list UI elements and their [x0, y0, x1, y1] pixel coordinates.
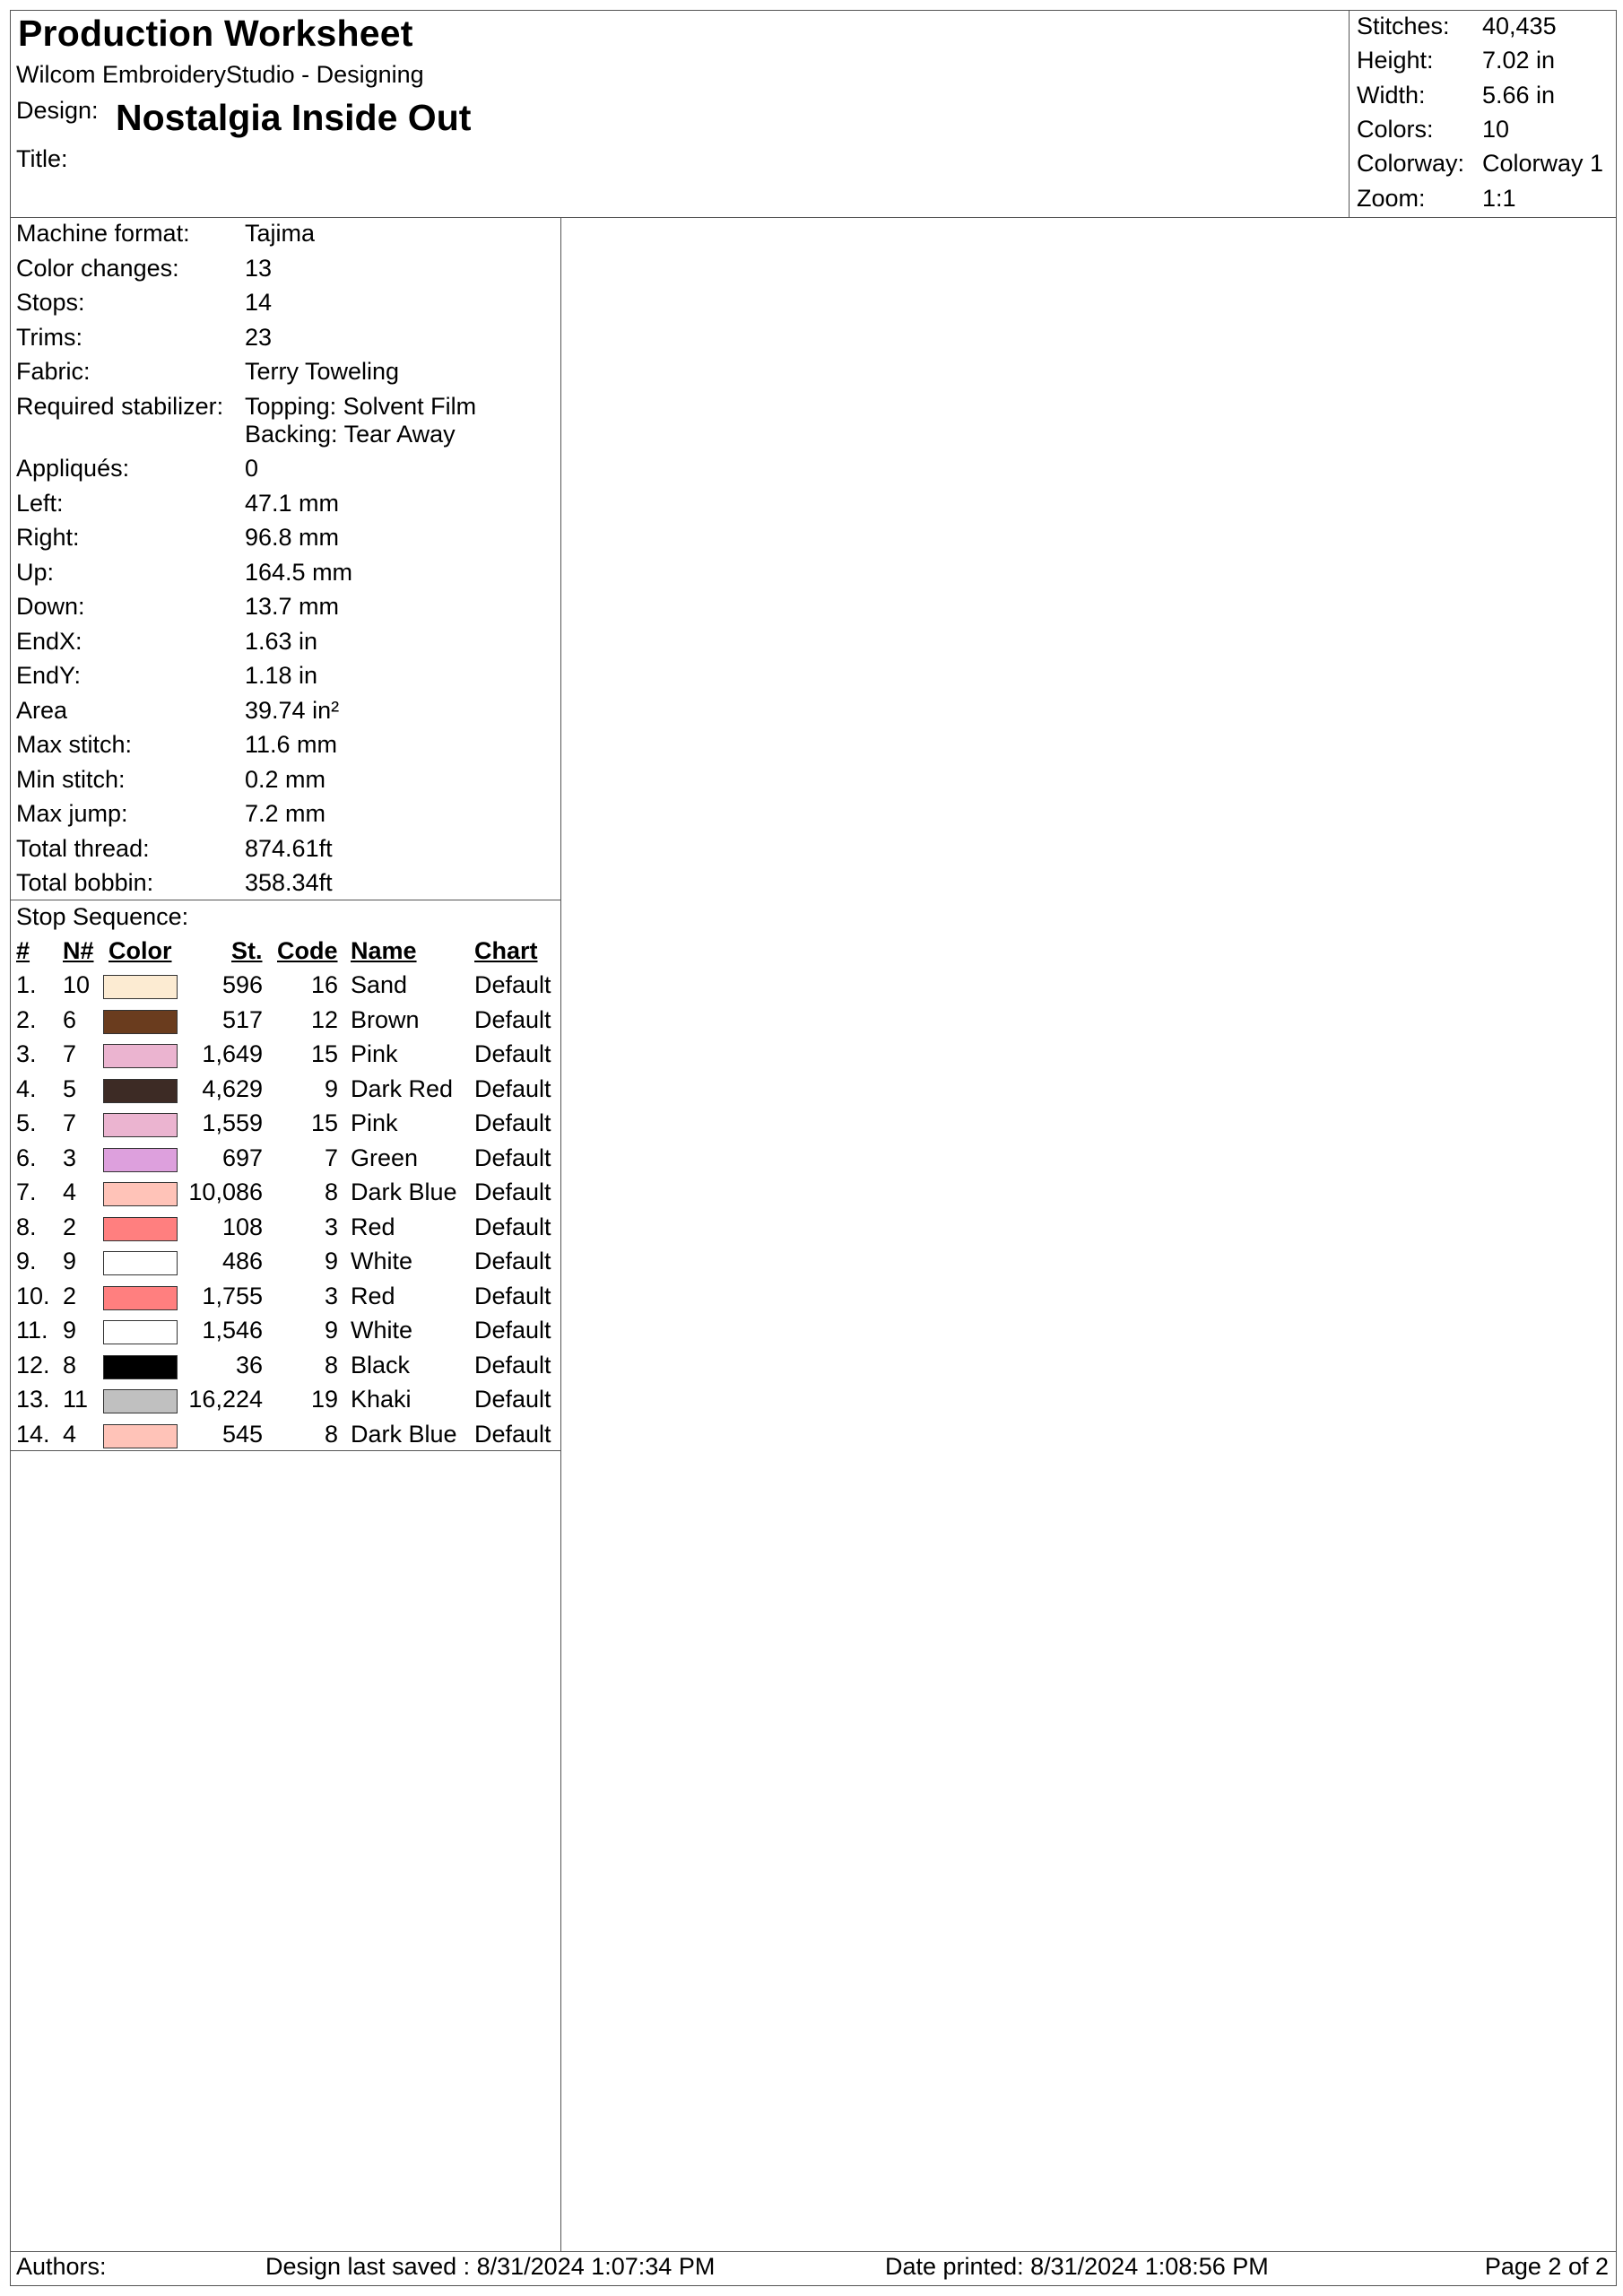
- thread-chart: Default: [474, 1178, 551, 1205]
- stat-row: [1357, 13, 1557, 40]
- stitch-count: 1,559: [202, 1109, 263, 1136]
- needle-number: 5: [63, 1074, 77, 1102]
- thread-name: White: [351, 1317, 413, 1344]
- stop-number: 12.: [16, 1351, 50, 1378]
- table-row: [0, 1006, 556, 1040]
- thread-name: Pink: [351, 1109, 398, 1136]
- column-header-name: Name: [351, 937, 417, 964]
- property-label: Total thread:: [16, 834, 150, 862]
- thread-chart: Default: [474, 1144, 551, 1171]
- thread-code: 15: [310, 1109, 338, 1136]
- stat-value: 1:1: [1482, 184, 1516, 212]
- thread-name: Black: [351, 1351, 411, 1378]
- thread-name: Sand: [351, 971, 408, 998]
- stitch-count: 1,546: [202, 1317, 263, 1344]
- stat-value: 40,435: [1482, 13, 1557, 39]
- stop-number: 6.: [16, 1144, 37, 1171]
- property-label: Total bobbin:: [16, 869, 154, 896]
- property-value: Topping: Solvent Film: [245, 392, 477, 420]
- property-label: Area: [16, 696, 68, 724]
- property-value: 47.1 mm: [245, 489, 340, 517]
- thread-chart: Default: [474, 1317, 551, 1344]
- stat-label: Stitches:: [1357, 13, 1450, 39]
- stitch-count: 108: [221, 1213, 263, 1240]
- property-value-secondary: Backing: Tear Away: [245, 420, 456, 448]
- footer-authors: Authors:: [16, 2253, 107, 2280]
- property-value: Terry Toweling: [245, 358, 400, 385]
- needle-number: 3: [63, 1144, 77, 1171]
- stop-number: 5.: [16, 1109, 37, 1136]
- stop-number: 9.: [16, 1248, 37, 1274]
- thread-code: 9: [324, 1317, 338, 1344]
- stop-number: 1.: [16, 971, 37, 998]
- property-label: Max stitch:: [16, 731, 133, 758]
- property-label: Down:: [16, 593, 85, 620]
- needle-number: 9: [63, 1317, 77, 1344]
- footer-page-number: Page 2 of 2: [1484, 2253, 1609, 2280]
- stitch-count: 16,224: [188, 1386, 263, 1413]
- thread-code: 9: [324, 1074, 338, 1102]
- footer-last-saved: Design last saved : 8/31/2024 1:07:34 PM: [265, 2253, 716, 2280]
- column-divider: [560, 217, 561, 2251]
- stitch-count: 486: [221, 1248, 263, 1274]
- thread-chart: Default: [474, 1213, 551, 1240]
- thread-name: Dark Blue: [351, 1420, 457, 1448]
- thread-code: 19: [310, 1386, 338, 1413]
- property-value: 23: [245, 323, 273, 351]
- stat-label: Height:: [1357, 47, 1434, 74]
- table-row: [0, 1386, 556, 1420]
- thread-name: Red: [351, 1213, 395, 1240]
- stop-number: 8.: [16, 1213, 37, 1240]
- color-swatch: [103, 1010, 178, 1034]
- column-header-color: Color: [108, 937, 172, 964]
- thread-name: Brown: [351, 1005, 420, 1033]
- property-label: Left:: [16, 489, 64, 517]
- stat-row: [1357, 150, 1603, 178]
- table-row: [0, 1144, 556, 1178]
- property-label: Required stabilizer:: [16, 392, 224, 420]
- thread-name: Khaki: [351, 1386, 412, 1413]
- table-row: [0, 1075, 556, 1109]
- stop-number: 4.: [16, 1074, 37, 1102]
- design-name: Nostalgia Inside Out: [116, 97, 472, 138]
- property-label: Appliqués:: [16, 455, 130, 482]
- thread-code: 9: [324, 1248, 338, 1274]
- property-value: 1.63 in: [245, 627, 318, 655]
- property-label: EndX:: [16, 627, 82, 655]
- thread-chart: Default: [474, 1109, 551, 1136]
- property-label: Fabric:: [16, 358, 91, 385]
- stitch-count: 517: [221, 1005, 263, 1033]
- column-header-stitches: St.: [231, 937, 263, 964]
- property-value: 7.2 mm: [245, 800, 326, 827]
- thread-chart: Default: [474, 1386, 551, 1413]
- column-header-code: Code: [277, 937, 338, 964]
- stop-number: 2.: [16, 1005, 37, 1033]
- stat-value: 10: [1482, 115, 1510, 143]
- property-value: 13.7 mm: [245, 593, 340, 620]
- property-value: 13: [245, 254, 273, 282]
- table-row: [0, 1283, 556, 1317]
- thread-code: 16: [310, 971, 338, 998]
- property-value: 874.61ft: [245, 834, 333, 862]
- table-row: [0, 1109, 556, 1144]
- stat-label: Width:: [1357, 81, 1426, 109]
- table-row: [0, 1317, 556, 1351]
- stop-number: 11.: [16, 1317, 48, 1344]
- table-row: [0, 1178, 556, 1213]
- color-swatch: [103, 1424, 178, 1448]
- thread-chart: Default: [474, 1248, 551, 1274]
- color-swatch: [103, 1320, 178, 1344]
- needle-number: 2: [63, 1213, 77, 1240]
- stitch-count: 36: [235, 1351, 263, 1378]
- thread-code: 12: [310, 1005, 338, 1033]
- needle-number: 9: [63, 1248, 77, 1274]
- thread-name: Red: [351, 1282, 395, 1309]
- thread-name: Pink: [351, 1040, 398, 1067]
- color-swatch: [103, 975, 178, 999]
- stop-number: 10.: [16, 1282, 50, 1309]
- stat-row: [1357, 185, 1516, 213]
- thread-code: 7: [324, 1144, 338, 1171]
- stitch-count: 10,086: [188, 1178, 263, 1205]
- property-label: Trims:: [16, 323, 82, 351]
- stat-value: 5.66 in: [1482, 81, 1556, 109]
- property-value: 0.2 mm: [245, 765, 326, 793]
- thread-name: Dark Red: [351, 1074, 454, 1102]
- needle-number: 4: [63, 1420, 77, 1448]
- property-label: EndY:: [16, 662, 82, 689]
- stop-sequence-title: Stop Sequence:: [16, 903, 189, 930]
- table-row: [0, 1421, 556, 1455]
- thread-code: 3: [324, 1282, 338, 1309]
- property-value: 39.74 in²: [245, 696, 340, 724]
- stitch-count: 697: [221, 1144, 263, 1171]
- table-row: [0, 1213, 556, 1248]
- needle-number: 6: [63, 1005, 77, 1033]
- property-label: Machine format:: [16, 220, 190, 247]
- color-swatch: [103, 1044, 178, 1068]
- stat-value: 7.02 in: [1482, 47, 1556, 74]
- stats-divider: [1349, 10, 1350, 217]
- color-swatch: [103, 1251, 178, 1275]
- table-row: [0, 1248, 556, 1282]
- needle-number: 8: [63, 1351, 77, 1378]
- thread-code: 15: [310, 1040, 338, 1067]
- header-divider: [10, 217, 1617, 218]
- stat-row: [1357, 47, 1555, 74]
- property-value: 96.8 mm: [245, 524, 340, 551]
- property-label: Right:: [16, 524, 80, 551]
- property-value: 358.34ft: [245, 869, 333, 896]
- property-value: 11.6 mm: [245, 731, 338, 758]
- stop-number: 7.: [16, 1178, 37, 1205]
- stitch-count: 596: [221, 971, 263, 998]
- needle-number: 10: [63, 971, 91, 998]
- thread-chart: Default: [474, 1005, 551, 1033]
- color-swatch: [103, 1286, 178, 1310]
- stitch-count: 4,629: [202, 1074, 263, 1102]
- stat-label: Colorway:: [1357, 150, 1465, 178]
- thread-code: 3: [324, 1213, 338, 1240]
- needle-number: 7: [63, 1109, 77, 1136]
- stop-number: 13.: [16, 1386, 50, 1413]
- thread-code: 8: [324, 1420, 338, 1448]
- stat-value: Colorway 1: [1482, 150, 1604, 178]
- table-row: [0, 971, 556, 1005]
- stat-label: Zoom:: [1357, 184, 1426, 212]
- thread-chart: Default: [474, 971, 551, 998]
- property-value: 1.18 in: [245, 662, 318, 689]
- color-swatch: [103, 1148, 178, 1172]
- stitch-count: 1,649: [202, 1040, 263, 1067]
- color-swatch: [103, 1217, 178, 1241]
- thread-code: 8: [324, 1351, 338, 1378]
- table-row: [0, 1040, 556, 1074]
- stitch-count: 545: [221, 1420, 263, 1448]
- color-swatch: [103, 1389, 178, 1413]
- stitch-count: 1,755: [202, 1282, 263, 1309]
- thread-chart: Default: [474, 1074, 551, 1102]
- stop-number: 14.: [16, 1420, 50, 1448]
- thread-name: Dark Blue: [351, 1178, 457, 1205]
- property-label: Stops:: [16, 289, 85, 316]
- stop-number: 3.: [16, 1040, 37, 1067]
- color-swatch: [103, 1355, 178, 1379]
- software-subtitle: Wilcom EmbroideryStudio - Designing: [16, 61, 424, 88]
- property-label: Max jump:: [16, 800, 128, 827]
- design-label: Design:: [16, 97, 99, 124]
- page-title: Production Worksheet: [18, 13, 413, 54]
- column-header-needle: N#: [63, 937, 94, 964]
- stat-row: [1357, 116, 1509, 144]
- column-header-num: #: [16, 937, 30, 964]
- property-value: 164.5 mm: [245, 558, 353, 586]
- needle-number: 4: [63, 1178, 77, 1205]
- thread-chart: Default: [474, 1420, 551, 1448]
- footer-divider: [10, 2251, 1617, 2252]
- stat-row: [1357, 82, 1555, 109]
- property-label: Up:: [16, 558, 55, 586]
- thread-name: White: [351, 1248, 413, 1274]
- footer-date-printed: Date printed: 8/31/2024 1:08:56 PM: [885, 2253, 1269, 2280]
- property-value: Tajima: [245, 220, 316, 247]
- property-value: 14: [245, 289, 273, 316]
- needle-number: 2: [63, 1282, 77, 1309]
- color-swatch: [103, 1182, 178, 1206]
- color-swatch: [103, 1113, 178, 1137]
- thread-name: Green: [351, 1144, 419, 1171]
- property-label: Min stitch:: [16, 765, 126, 793]
- needle-number: 7: [63, 1040, 77, 1067]
- title-label: Title:: [16, 145, 68, 172]
- property-label: Color changes:: [16, 254, 179, 282]
- stat-label: Colors:: [1357, 115, 1434, 143]
- column-header-chart: Chart: [474, 937, 538, 964]
- table-row: [0, 1352, 556, 1386]
- thread-code: 8: [324, 1178, 338, 1205]
- thread-chart: Default: [474, 1282, 551, 1309]
- property-value: 0: [245, 455, 259, 482]
- thread-chart: Default: [474, 1351, 551, 1378]
- color-swatch: [103, 1079, 178, 1103]
- needle-number: 11: [63, 1386, 89, 1413]
- thread-chart: Default: [474, 1040, 551, 1067]
